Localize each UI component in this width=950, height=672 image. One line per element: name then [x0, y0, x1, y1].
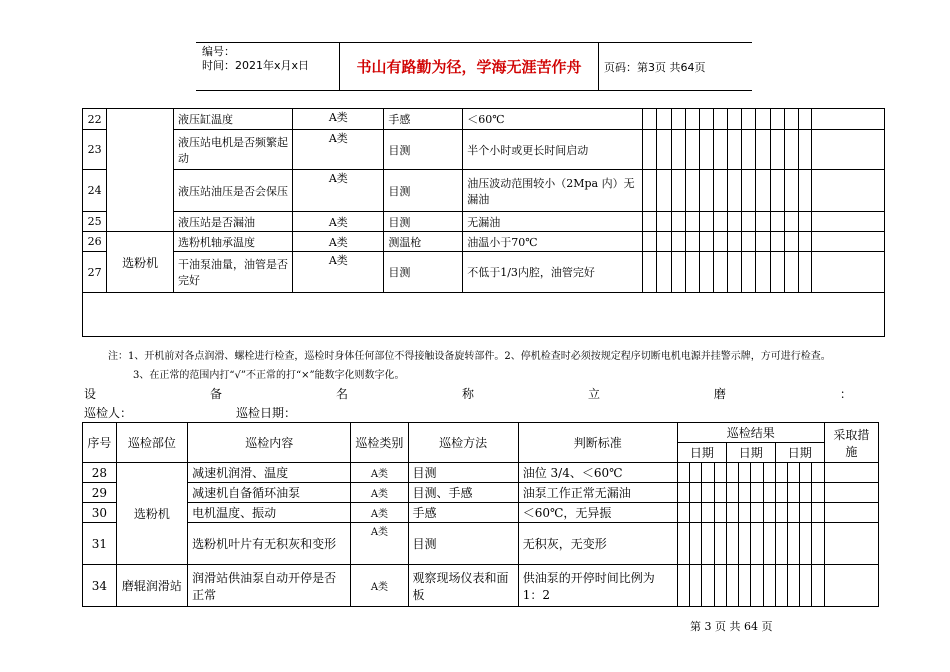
row-no: 27 — [83, 252, 107, 293]
row-method: 测温枪 — [384, 232, 463, 252]
header-meta — [196, 43, 340, 90]
equipment-name-line — [84, 385, 852, 402]
table-row — [83, 463, 879, 483]
row-category: A类 — [293, 130, 384, 170]
row-method: 手感 — [408, 503, 518, 523]
header-method: 巡检方法 — [408, 423, 518, 463]
row-no: 23 — [83, 130, 107, 170]
table-row — [83, 109, 885, 130]
row-content: 选粉机叶片有无积灰和变形 — [188, 523, 351, 565]
row-category: A类 — [351, 503, 408, 523]
row-part: 选粉机 — [116, 463, 187, 565]
row-no: 28 — [83, 463, 117, 483]
header-page-code: 页码：第3页 共64页 — [604, 60, 706, 74]
note-line-2: 3、在正常的范围内打“√”不正常的打“×”能数字化则数字化。 — [133, 370, 405, 381]
equip-char: ： — [839, 387, 852, 401]
row-standard: 不低于1/3内腔，油管完好 — [463, 252, 643, 293]
row-standard: 半个小时或更长时间启动 — [463, 130, 643, 170]
row-content: 润滑站供油泵自动开停是否正常 — [188, 565, 351, 607]
header-measure: 采取措施 — [824, 423, 878, 463]
row-no: 29 — [83, 483, 117, 503]
row-no: 30 — [83, 503, 117, 523]
table-header-row — [83, 423, 879, 443]
header-result: 巡检结果 — [677, 423, 824, 443]
page-header — [196, 42, 752, 91]
table-row — [83, 170, 885, 212]
header-part: 巡检部位 — [116, 423, 187, 463]
table-row — [83, 252, 885, 293]
row-category: A类 — [293, 232, 384, 252]
row-method: 目测 — [384, 212, 463, 232]
row-standard: 供油泵的开停时间比例为1：2 — [518, 565, 677, 607]
row-content: 减速机自备循环油泵 — [188, 483, 351, 503]
row-no: 31 — [83, 523, 117, 565]
row-method: 目测 — [384, 252, 463, 293]
row-part: 选粉机 — [107, 232, 174, 293]
row-no: 22 — [83, 109, 107, 130]
equip-char: 立 — [587, 387, 600, 401]
note-line-1: 注：1、开机前对各点润滑、螺栓进行检查，巡检时身体任何部位不得接触设备旋转部件。2、停机检查时必须按规定程序切断电机电源并挂警示牌，方可进行检查。 — [108, 351, 831, 362]
row-content: 液压站油压是否会保压 — [174, 170, 293, 212]
row-content: 电机温度、振动 — [188, 503, 351, 523]
header-category: 巡检类别 — [351, 423, 408, 463]
row-no: 24 — [83, 170, 107, 212]
row-method: 目测 — [384, 130, 463, 170]
row-content: 干油泵油量，油管是否完好 — [174, 252, 293, 293]
table-row — [83, 130, 885, 170]
row-method: 手感 — [384, 109, 463, 130]
row-part — [107, 109, 174, 232]
table-row — [83, 503, 879, 523]
row-method: 目测 — [408, 523, 518, 565]
header-date: 日期 — [677, 443, 726, 463]
header-content: 巡检内容 — [188, 423, 351, 463]
row-category: A类 — [293, 109, 384, 130]
row-standard: ＜60℃ — [463, 109, 643, 130]
row-standard: ＜60℃，无异振 — [518, 503, 677, 523]
row-method: 目测、手感 — [408, 483, 518, 503]
row-category: A类 — [293, 212, 384, 232]
row-standard: 无漏油 — [463, 212, 643, 232]
row-category: A类 — [351, 463, 408, 483]
row-standard: 无积灰，无变形 — [518, 523, 677, 565]
row-content: 液压站电机是否频繁起动 — [174, 130, 293, 170]
row-category: A类 — [293, 170, 384, 212]
equip-char: 磨 — [713, 387, 726, 401]
row-method: 目测 — [408, 463, 518, 483]
table-row — [83, 565, 879, 607]
footer-page-number: 第 3 页 共 64 页 — [690, 620, 773, 633]
row-category: A类 — [293, 252, 384, 293]
row-standard: 油温小于70℃ — [463, 232, 643, 252]
row-standard: 油位 3/4、＜60℃ — [518, 463, 677, 483]
row-category: A类 — [351, 483, 408, 503]
row-content: 选粉机轴承温度 — [174, 232, 293, 252]
row-content: 液压缸温度 — [174, 109, 293, 130]
number-label: 编号： — [202, 45, 235, 58]
inspection-date-label: 巡检日期： — [236, 406, 297, 420]
header-motto: 书山有路勤为径，学海无涯苦作舟 — [340, 43, 599, 90]
header-standard: 判断标准 — [518, 423, 677, 463]
row-no: 25 — [83, 212, 107, 232]
equip-char: 设 — [84, 387, 97, 401]
row-no: 34 — [83, 565, 117, 607]
time-label: 时间：2021年x月x日 — [202, 59, 310, 72]
table-row — [83, 523, 879, 565]
table-row — [83, 212, 885, 232]
inspection-table-top — [82, 108, 885, 337]
header-date: 日期 — [775, 443, 824, 463]
row-part: 磨辊润滑站 — [116, 565, 187, 607]
table-row — [83, 483, 879, 503]
row-method: 观察现场仪表和面板 — [408, 565, 518, 607]
inspector-label: 巡检人： — [84, 406, 133, 420]
row-category: A类 — [351, 565, 408, 607]
header-date: 日期 — [726, 443, 775, 463]
row-category: A类 — [351, 523, 408, 565]
row-standard: 油压波动范围较小（2Mpa 内）无漏油 — [463, 170, 643, 212]
row-no: 26 — [83, 232, 107, 252]
row-method: 目测 — [384, 170, 463, 212]
row-content: 减速机润滑、温度 — [188, 463, 351, 483]
inspection-table-main — [82, 422, 879, 607]
blank-row — [83, 293, 885, 337]
equip-char: 称 — [461, 387, 474, 401]
table-row — [83, 232, 885, 252]
row-standard: 油泵工作正常无漏油 — [518, 483, 677, 503]
row-content: 液压站是否漏油 — [174, 212, 293, 232]
equip-char: 备 — [209, 387, 222, 401]
equip-char: 名 — [335, 387, 348, 401]
header-no: 序号 — [83, 423, 117, 463]
